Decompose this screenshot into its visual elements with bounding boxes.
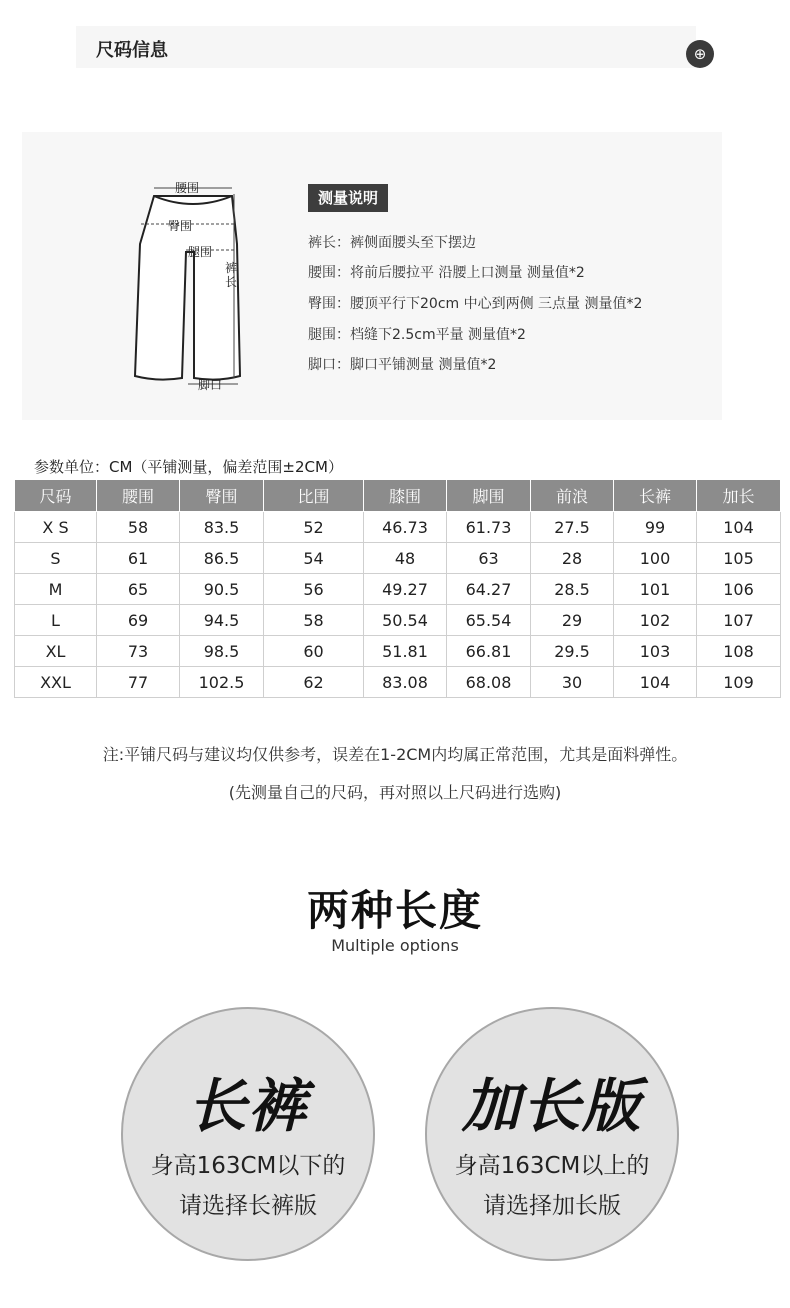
option-long-length[interactable] xyxy=(425,1007,679,1261)
measure-cell: 103 xyxy=(614,636,697,667)
option-regular-length[interactable] xyxy=(121,1007,375,1261)
measure-cell: 52 xyxy=(264,512,364,543)
measure-first-note: (先测量自己的尺码，再对照以上尺码进行选购) xyxy=(228,783,562,802)
measure-cell: 107 xyxy=(697,605,781,636)
measure-cell: 58 xyxy=(97,512,180,543)
measure-cell: 64.27 xyxy=(447,574,531,605)
section-header-title: 尺码信息 xyxy=(96,40,168,61)
header-bi: 比围 xyxy=(264,480,364,512)
measure-cell: 102.5 xyxy=(180,667,264,698)
thigh-label: 腿围 xyxy=(188,245,213,259)
table-row xyxy=(15,636,781,667)
header-hem: 脚围 xyxy=(447,480,531,512)
size-cell: M xyxy=(15,574,97,605)
header-hip: 臀围 xyxy=(180,480,264,512)
measure-cell: 104 xyxy=(697,512,781,543)
length-label-1: 裤 xyxy=(225,261,238,275)
measure-cell: 29.5 xyxy=(531,636,614,667)
measure-cell: 109 xyxy=(697,667,781,698)
measure-cell: 62 xyxy=(264,667,364,698)
options-title: 两种长度 xyxy=(306,886,483,935)
table-row xyxy=(15,605,781,636)
guide-line-hem: 脚口：脚口平铺测量 测量值*2 xyxy=(308,357,497,373)
share-add-icon[interactable]: ⊕ xyxy=(686,40,714,68)
size-table xyxy=(14,479,781,698)
measure-cell: 101 xyxy=(614,574,697,605)
measurement-diagram xyxy=(22,132,722,420)
option-line-1: 身高163CM以上的 xyxy=(454,1153,650,1179)
measure-cell: 65.54 xyxy=(447,605,531,636)
header-size: 尺码 xyxy=(15,480,97,512)
measure-cell: 90.5 xyxy=(180,574,264,605)
measure-cell: 102 xyxy=(614,605,697,636)
measure-cell: 73 xyxy=(97,636,180,667)
option-line-2: 请选择长裤版 xyxy=(179,1193,317,1219)
waist-label: 腰围 xyxy=(175,181,200,195)
table-row xyxy=(15,543,781,574)
measure-cell: 27.5 xyxy=(531,512,614,543)
measure-cell: 99 xyxy=(614,512,697,543)
measure-cell: 86.5 xyxy=(180,543,264,574)
hem-label: 脚口 xyxy=(198,378,223,392)
hip-label: 臀围 xyxy=(168,219,193,233)
measure-cell: 56 xyxy=(264,574,364,605)
measure-cell: 61.73 xyxy=(447,512,531,543)
measure-cell: 66.81 xyxy=(447,636,531,667)
section-header xyxy=(76,26,696,68)
measure-guide-title: 测量说明 xyxy=(308,184,388,212)
measure-cell: 104 xyxy=(614,667,697,698)
header-regular-length: 长裤 xyxy=(614,480,697,512)
measure-cell: 28.5 xyxy=(531,574,614,605)
option-line-1: 身高163CM以下的 xyxy=(150,1153,346,1179)
size-cell: X S xyxy=(15,512,97,543)
size-cell: L xyxy=(15,605,97,636)
measure-cell: 77 xyxy=(97,667,180,698)
measure-cell: 30 xyxy=(531,667,614,698)
measure-cell: 106 xyxy=(697,574,781,605)
table-row xyxy=(15,512,781,543)
measure-cell: 100 xyxy=(614,543,697,574)
size-cell: XL xyxy=(15,636,97,667)
measure-cell: 46.73 xyxy=(364,512,447,543)
measure-cell: 65 xyxy=(97,574,180,605)
header-waist: 腰围 xyxy=(97,480,180,512)
unit-note: 参数单位：CM（平铺测量，偏差范围±2CM） xyxy=(34,458,343,476)
measure-cell: 28 xyxy=(531,543,614,574)
option-name: 加长版 xyxy=(461,1072,642,1140)
guide-line-length: 裤长：裤侧面腰头至下摆边 xyxy=(308,235,476,251)
measure-cell: 58 xyxy=(264,605,364,636)
header-long-length: 加长 xyxy=(697,480,781,512)
measure-cell: 94.5 xyxy=(180,605,264,636)
measure-cell: 51.81 xyxy=(364,636,447,667)
guide-line-thigh: 腿围：档缝下2.5cm平量 测量值*2 xyxy=(308,327,526,343)
measure-cell: 83.5 xyxy=(180,512,264,543)
header-knee: 膝围 xyxy=(364,480,447,512)
table-row xyxy=(15,574,781,605)
guide-line-waist: 腰围：将前后腰拉平 沿腰上口测量 测量值*2 xyxy=(308,265,585,281)
measure-cell: 83.08 xyxy=(364,667,447,698)
header-rise: 前浪 xyxy=(531,480,614,512)
options-subtitle: Multiple options xyxy=(331,936,459,955)
measure-cell: 49.27 xyxy=(364,574,447,605)
measure-cell: 48 xyxy=(364,543,447,574)
measure-cell: 50.54 xyxy=(364,605,447,636)
measure-cell: 69 xyxy=(97,605,180,636)
measure-cell: 63 xyxy=(447,543,531,574)
length-label-2: 长 xyxy=(225,275,238,289)
size-cell: XXL xyxy=(15,667,97,698)
measure-cell: 60 xyxy=(264,636,364,667)
option-name: 长裤 xyxy=(187,1072,308,1140)
measure-cell: 54 xyxy=(264,543,364,574)
measure-cell: 108 xyxy=(697,636,781,667)
measure-cell: 105 xyxy=(697,543,781,574)
measure-cell: 29 xyxy=(531,605,614,636)
option-line-2: 请选择加长版 xyxy=(483,1193,621,1219)
guide-line-hip: 臀围：腰顶平行下20cm 中心到两侧 三点量 测量值*2 xyxy=(308,296,643,312)
table-header-row xyxy=(15,480,781,512)
size-cell: S xyxy=(15,543,97,574)
measure-cell: 68.08 xyxy=(447,667,531,698)
disclaimer-note: 注:平铺尺码与建议均仅供参考，误差在1-2CM内均属正常范围，尤其是面料弹性。 xyxy=(102,745,688,764)
table-row xyxy=(15,667,781,698)
measure-cell: 98.5 xyxy=(180,636,264,667)
measure-cell: 61 xyxy=(97,543,180,574)
